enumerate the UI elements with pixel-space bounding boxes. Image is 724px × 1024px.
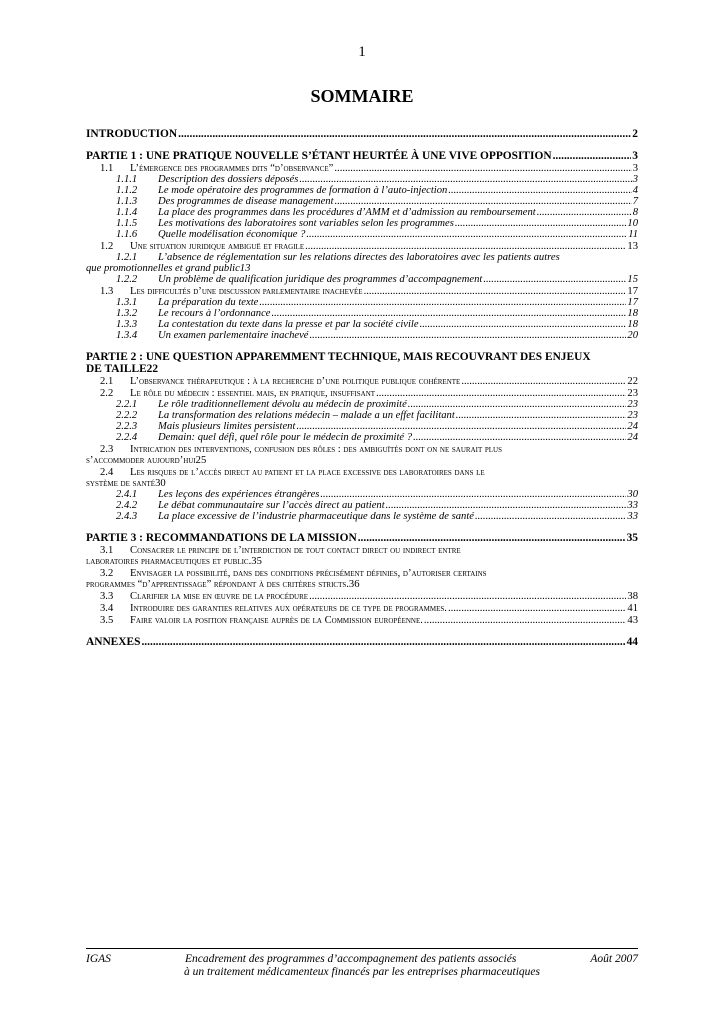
toc-entry-23 xyxy=(86,432,638,443)
toc-entry-label: Une situation juridique ambiguë et fragile xyxy=(130,241,305,252)
toc-page-number: 23 xyxy=(627,399,638,410)
toc-page-number: 44 xyxy=(626,636,638,648)
toc-entry-0 xyxy=(86,128,638,140)
toc-page-number: 30 xyxy=(155,478,166,489)
toc-leader xyxy=(420,319,627,330)
toc-entry-label-cont: système de santé xyxy=(86,478,156,489)
toc-entry-label: PARTIE 3 : RECOMMANDATIONS DE LA MISSION xyxy=(86,532,357,544)
toc-entry-2 xyxy=(86,163,638,174)
toc-page-number: 20 xyxy=(627,330,638,341)
toc-entry-number: 3.1 xyxy=(100,545,114,556)
toc-page-number: 7 xyxy=(632,196,638,207)
toc-entry-number: 1.3.2 xyxy=(116,308,138,319)
toc-entry-label: Un examen parlementaire inachevé xyxy=(158,330,309,341)
toc-page-number: 23 xyxy=(627,410,638,421)
toc-page-number: 41 xyxy=(627,603,638,614)
toc-entry-label: L’observance thérapeutique : à la recherche d’une politique publique cohérente xyxy=(130,376,461,387)
toc-entry-19 xyxy=(86,388,638,399)
toc-leader xyxy=(448,603,626,614)
toc-entry-number: 1.1.2 xyxy=(116,185,138,196)
toc-entry-number: 2.2.3 xyxy=(116,421,138,432)
toc-entry-13 xyxy=(86,297,638,308)
toc-entry-24 xyxy=(86,444,638,466)
page-title: SOMMAIRE xyxy=(310,86,414,106)
toc-entry-18 xyxy=(86,376,638,387)
toc-entry-25 xyxy=(86,467,638,489)
toc-leader xyxy=(483,274,626,285)
toc-entry-label: L’émergence des programmes dits “d’observance” xyxy=(130,163,334,174)
toc-entry-label: Faire valoir la position française auprès de la Commission européenne. xyxy=(130,615,423,626)
toc-entry-35 xyxy=(86,636,638,648)
toc-entry-label: Des programmes de disease management xyxy=(158,196,334,207)
toc-leader xyxy=(305,241,626,252)
toc-page-number: 22 xyxy=(627,376,638,387)
toc-entry-number: 3.3 xyxy=(100,591,114,602)
toc-entry-number: 2.2 xyxy=(100,388,114,399)
toc-entry-label: Introduire des garanties relatives aux opérateurs de ce type de programmes. xyxy=(130,603,447,614)
toc-leader xyxy=(141,636,625,648)
toc-entry-28 xyxy=(86,511,638,522)
toc-entry-continuation xyxy=(86,363,638,375)
toc-leader xyxy=(461,376,626,387)
toc-entry-label: La contestation du texte dans la presse et par la société civile xyxy=(158,319,419,330)
toc-leader xyxy=(335,196,632,207)
toc-entry-label: Le rôle du médecin : essentiel mais, en pratique, insuffisant xyxy=(130,388,376,399)
footer-org: IGAS xyxy=(86,953,111,965)
toc-page-number: 24 xyxy=(627,421,638,432)
toc-entry-number: 1.3.4 xyxy=(116,330,138,341)
toc-entry-label: ANNEXES xyxy=(86,636,141,648)
toc-leader xyxy=(455,218,627,229)
toc-entry-1 xyxy=(86,150,638,162)
toc-leader xyxy=(299,174,631,185)
toc-page-number: 36 xyxy=(348,579,360,590)
toc-leader xyxy=(309,591,626,602)
toc-entry-continuation xyxy=(86,478,638,489)
toc-leader xyxy=(310,330,627,341)
toc-entry-number: 1.3 xyxy=(100,286,114,297)
toc-entry-number: 2.1 xyxy=(100,376,114,387)
toc-entry-label: La place excessive de l’industrie pharmaceutique dans le système de santé xyxy=(158,511,474,522)
toc-entry-number: 1.2.2 xyxy=(116,274,138,285)
toc-entry-4 xyxy=(86,185,638,196)
page-footer xyxy=(86,948,638,978)
toc-entry-12 xyxy=(86,286,638,297)
toc-leader xyxy=(320,489,626,500)
toc-entry-11 xyxy=(86,274,638,285)
toc-entry-label: Le débat communautaire sur l’accès direct au patient xyxy=(158,500,385,511)
toc-entry-label: La transformation des relations médecin – malade a un effet facilitant xyxy=(158,410,455,421)
toc-page-number: 24 xyxy=(627,432,638,443)
toc-entry-3 xyxy=(86,174,638,185)
toc-entry-27 xyxy=(86,500,638,511)
toc-page-number: 3 xyxy=(632,174,638,185)
toc-entry-label: Envisager la possibilité, dans des conditions précisément définies, d’autoriser certains xyxy=(130,568,487,579)
toc-entry-number: 2.4.1 xyxy=(116,489,138,500)
toc-entry-21 xyxy=(86,410,638,421)
toc-page-number: 11 xyxy=(628,229,638,240)
toc-entry-continuation xyxy=(86,556,638,567)
toc-entry-label-cont: que promotionnelles et grand public xyxy=(86,263,240,274)
toc-entry-label: PARTIE 1 : UNE PRATIQUE NOUVELLE S’ÉTANT HEURTÉE À UNE VIVE OPPOSITION xyxy=(86,150,552,162)
toc-page-number: 33 xyxy=(627,511,638,522)
toc-entry-6 xyxy=(86,207,638,218)
toc-entry-line xyxy=(86,351,638,363)
toc-entry-22 xyxy=(86,421,638,432)
toc-page-number: 10 xyxy=(627,218,638,229)
toc-entry-label: Clarifier la mise en œuvre de la procédure xyxy=(130,591,309,602)
toc-leader xyxy=(553,150,632,162)
toc-entry-32 xyxy=(86,591,638,602)
toc-entry-number: 3.4 xyxy=(100,603,114,614)
toc-entry-label-cont: laboratoires pharmaceutiques et public. xyxy=(86,556,252,567)
toc-entry-label: Les risques de l’accès direct au patient et la place excessive des laboratoires dans le xyxy=(130,467,485,478)
toc-leader xyxy=(386,500,627,511)
toc-page-number: 4 xyxy=(632,185,638,196)
toc-entry-line xyxy=(86,252,638,263)
toc-entry-label: PARTIE 2 : UNE QUESTION APPAREMMENT TECHNIQUE, MAIS RECOUVRANT DES ENJEUX xyxy=(86,351,591,363)
toc-leader xyxy=(456,410,627,421)
toc-page-number: 3 xyxy=(632,163,638,174)
toc-entry-number: 1.1.3 xyxy=(116,196,138,207)
toc-entry-line xyxy=(86,444,638,455)
toc-leader xyxy=(306,229,627,240)
toc-leader xyxy=(272,308,627,319)
toc-entry-20 xyxy=(86,399,638,410)
toc-page-number: 38 xyxy=(627,591,638,602)
toc-entry-label: Consacrer le principe de l’interdiction de tout contact direct ou indirect entre xyxy=(130,545,461,556)
toc-entry-label: Mais plusieurs limites persistent xyxy=(158,421,296,432)
toc-entry-label: La préparation du texte xyxy=(158,297,259,308)
toc-entry-label: L’absence de réglementation sur les relations directes des laboratoires avec les patients autres xyxy=(158,252,560,263)
toc-page-number: 35 xyxy=(626,532,638,544)
toc-entry-number: 1.1.4 xyxy=(116,207,138,218)
toc-entry-number: 1.2.1 xyxy=(116,252,138,263)
toc-entry-label: Les motivations des laboratoires sont variables selon les programmes xyxy=(158,218,454,229)
toc-entry-29 xyxy=(86,532,638,544)
toc-entry-number: 1.3.3 xyxy=(116,319,138,330)
toc-entry-number: 2.3 xyxy=(100,444,114,455)
toc-page-number: 25 xyxy=(195,455,207,466)
toc-page-number: 18 xyxy=(627,319,638,330)
toc-entry-label: La place des programmes dans les procédures d’AMM et d’admission au remboursement xyxy=(158,207,536,218)
footer-title-line2: à un traitement médicamenteux financés par les entreprises pharmaceutiques xyxy=(183,966,540,978)
toc-page-number: 22 xyxy=(146,363,159,375)
toc-entry-line xyxy=(86,467,638,478)
toc-entry-number: 2.2.1 xyxy=(116,399,138,410)
toc-entry-label: Un problème de qualification juridique des programmes d’accompagnement xyxy=(158,274,483,285)
toc-entry-31 xyxy=(86,568,638,590)
toc-entry-label-cont: s’accommoder aujourd’hui xyxy=(86,455,196,466)
toc-entry-label: Les difficultés d’une discussion parlementaire inachevée xyxy=(130,286,363,297)
toc-page-number: 33 xyxy=(627,500,638,511)
toc-entry-line xyxy=(86,568,638,579)
toc-leader xyxy=(296,421,626,432)
toc-entry-30 xyxy=(86,545,638,567)
toc-entry-number: 2.4.2 xyxy=(116,500,138,511)
toc-page-number: 3 xyxy=(632,150,638,162)
toc-leader xyxy=(537,207,632,218)
toc-entry-number: 2.2.2 xyxy=(116,410,138,421)
toc-entry-17 xyxy=(86,351,638,375)
toc-entry-34 xyxy=(86,615,638,626)
toc-leader xyxy=(408,399,627,410)
toc-entry-number: 1.1.1 xyxy=(116,174,138,185)
toc-page-number: 43 xyxy=(627,615,638,626)
toc-entry-label: Les leçons des expériences étrangères xyxy=(158,489,320,500)
toc-page-number: 18 xyxy=(627,308,638,319)
toc-page-number: 35 xyxy=(251,556,262,567)
toc-leader xyxy=(178,128,631,140)
toc-entry-continuation xyxy=(86,263,638,274)
toc-page-number: 17 xyxy=(627,297,638,308)
toc-page-number: 17 xyxy=(627,286,638,297)
toc-entry-16 xyxy=(86,330,638,341)
toc-entry-number: 2.4 xyxy=(100,467,114,478)
toc-entry-label: INTRODUCTION xyxy=(86,128,178,140)
toc-entry-33 xyxy=(86,603,638,614)
toc-entry-7 xyxy=(86,218,638,229)
toc-entry-label: Le recours à l’ordonnance xyxy=(158,308,271,319)
toc-entry-continuation xyxy=(86,455,638,466)
toc-entry-number: 2.2.4 xyxy=(116,432,138,443)
toc-page-number: 23 xyxy=(627,388,638,399)
toc-entry-number: 1.1.6 xyxy=(116,229,138,240)
toc-leader xyxy=(376,388,626,399)
toc-entry-label: Le mode opératoire des programmes de formation à l’auto-injection xyxy=(158,185,448,196)
toc-entry-label-cont: DE TAILLE xyxy=(86,363,147,375)
toc-entry-26 xyxy=(86,489,638,500)
toc-entry-5 xyxy=(86,196,638,207)
toc-page-number: 2 xyxy=(632,128,638,140)
toc-page-number: 13 xyxy=(239,263,251,274)
toc-leader xyxy=(475,511,626,522)
toc-entry-number: 3.5 xyxy=(100,615,114,626)
toc-leader xyxy=(334,163,631,174)
toc-leader xyxy=(259,297,626,308)
toc-entry-number: 1.1 xyxy=(100,163,114,174)
toc-entry-number: 1.1.5 xyxy=(116,218,138,229)
toc-leader xyxy=(448,185,631,196)
toc-page-number: 13 xyxy=(627,241,638,252)
toc-entry-label: Demain: quel défi, quel rôle pour le médecin de proximité ? xyxy=(158,432,413,443)
toc-entry-label: Description des dossiers déposés xyxy=(158,174,299,185)
toc-page-number: 15 xyxy=(627,274,638,285)
toc-entry-number: 1.2 xyxy=(100,241,114,252)
page-number: 1 xyxy=(358,44,366,60)
toc-entry-15 xyxy=(86,319,638,330)
toc-entry-continuation xyxy=(86,579,638,590)
toc-page-number: 30 xyxy=(627,489,638,500)
toc-entry-14 xyxy=(86,308,638,319)
toc-entry-line xyxy=(86,545,638,556)
toc-entry-label: Intrication des interventions, confusion des rôles : des ambiguïtés dont on ne saurait plus xyxy=(130,444,502,455)
footer-date: Août 2007 xyxy=(590,953,638,965)
toc-entry-label: Quelle modélisation économique ? xyxy=(158,229,306,240)
table-of-contents xyxy=(86,128,638,648)
toc-entry-number: 1.3.1 xyxy=(116,297,138,308)
footer-title-line1: Encadrement des programmes d’accompagnement des patients associés xyxy=(185,953,517,965)
toc-entry-number: 3.2 xyxy=(100,568,114,579)
toc-page-number: 8 xyxy=(632,207,638,218)
toc-entry-10 xyxy=(86,252,638,274)
toc-entry-number: 2.4.3 xyxy=(116,511,138,522)
toc-leader xyxy=(358,532,626,544)
toc-leader xyxy=(364,286,627,297)
toc-entry-8 xyxy=(86,229,638,240)
toc-entry-label-cont: programmes “d’apprentissage” répondant à des critères stricts. xyxy=(86,579,349,590)
toc-leader xyxy=(413,432,626,443)
toc-entry-label: Le rôle traditionnellement dévolu au médecin de proximité xyxy=(158,399,407,410)
toc-leader xyxy=(424,615,627,626)
toc-entry-9 xyxy=(86,241,638,252)
